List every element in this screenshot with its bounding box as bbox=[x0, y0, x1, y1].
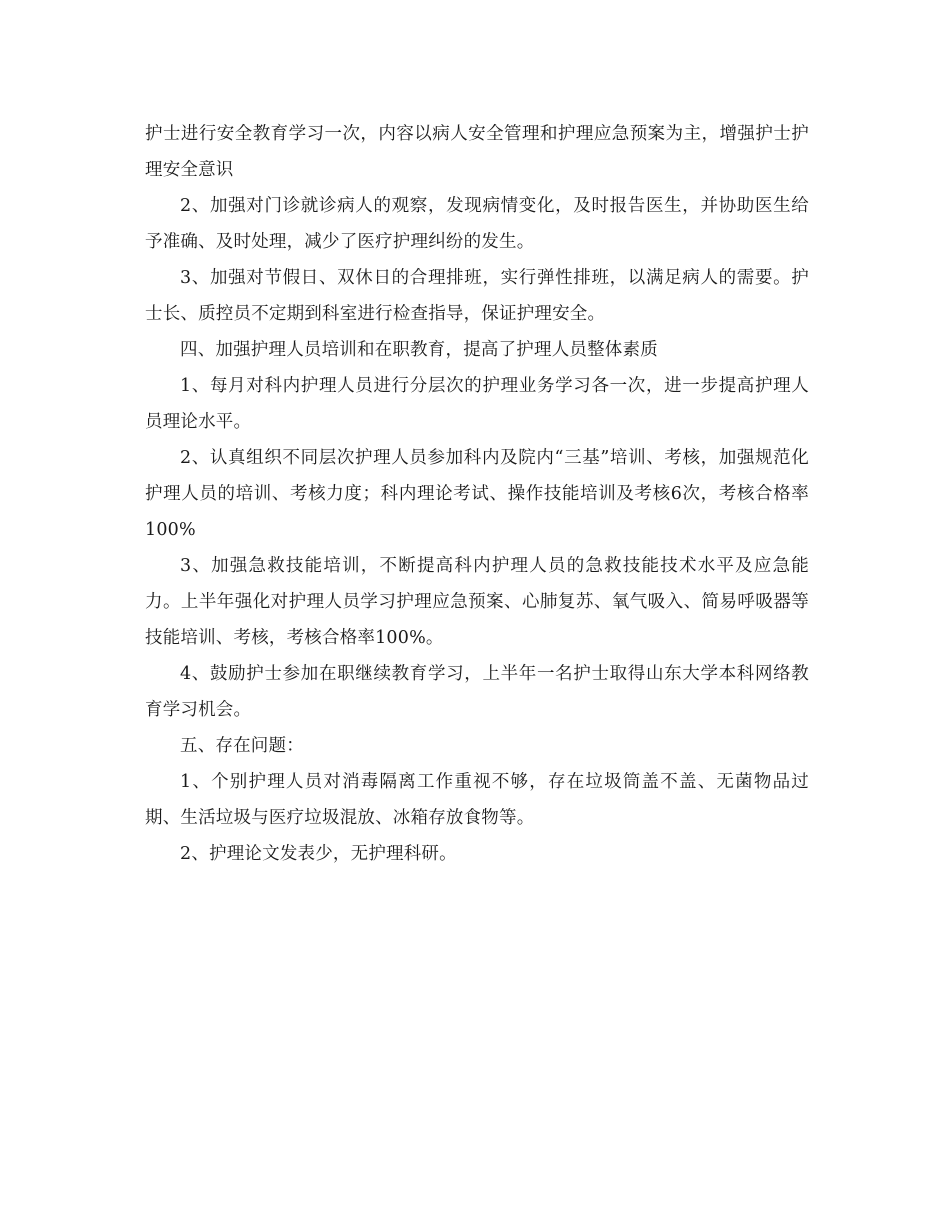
paragraph-7: 3、加强急救技能培训，不断提高科内护理人员的急救技能技术水平及应急能力。上半年强化对护理人员学习护理应急预案、心肺复苏、氧气吸入、简易呼吸器等技能培训、考核，考核合格率100%。 bbox=[145, 556, 809, 648]
paragraph-11: 2、护理论文发表少，无护理科研。 bbox=[180, 844, 457, 864]
paragraph-6: 2、认真组织不同层次护理人员参加科内及院内“三基”培训、考核，加强规范化护理人员的培训、考核力度；科内理论考试、操作技能培训及考核6次，考核合格率100% bbox=[145, 448, 809, 540]
paragraph-5: 1、每月对科内护理人员进行分层次的护理业务学习各一次，进一步提高护理人员理论水平。 bbox=[145, 376, 809, 432]
section-heading-5: 五、存在问题： bbox=[180, 736, 304, 756]
document-body bbox=[145, 116, 809, 872]
section-heading-4: 四、加强护理人员培训和在职教育，提高了护理人员整体素质 bbox=[180, 340, 658, 360]
paragraph-2: 2、加强对门诊就诊病人的观察，发现病情变化，及时报告医生，并协助医生给予准确、及时处理，减少了医疗护理纠纷的发生。 bbox=[145, 196, 809, 252]
paragraph-8: 4、鼓励护士参加在职继续教育学习，上半年一名护士取得山东大学本科网络教育学习机会。 bbox=[145, 664, 809, 720]
paragraph-3: 3、加强对节假日、双休日的合理排班，实行弹性排班，以满足病人的需要。护士长、质控员不定期到科室进行检查指导，保证护理安全。 bbox=[145, 268, 809, 324]
paragraph-10: 1、个别护理人员对消毒隔离工作重视不够，存在垃圾筒盖不盖、无菌物品过期、生活垃圾与医疗垃圾混放、冰箱存放食物等。 bbox=[145, 772, 809, 828]
paragraph-1: 护士进行安全教育学习一次，内容以病人安全管理和护理应急预案为主，增强护士护理安全意识 bbox=[145, 124, 809, 180]
